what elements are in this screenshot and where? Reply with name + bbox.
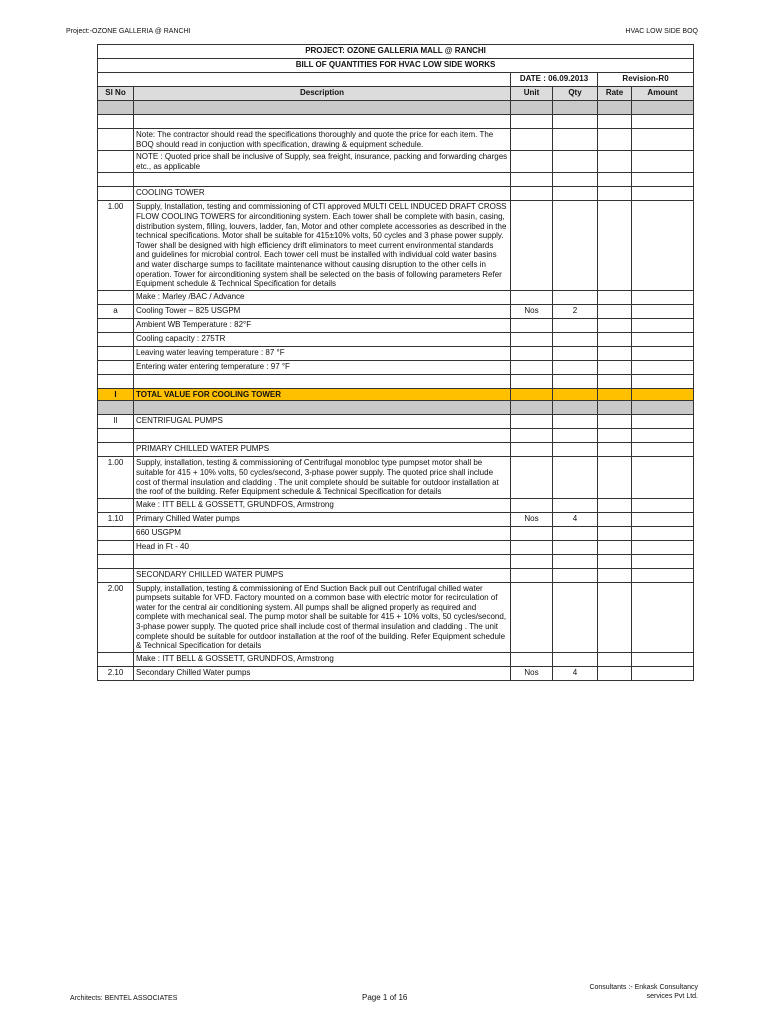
cell-description: Head in Ft - 40 — [134, 540, 511, 554]
cell-unit — [511, 457, 553, 498]
cell-amount — [632, 540, 694, 554]
table-row — [98, 187, 694, 201]
cell-description: Make : ITT BELL & GOSSETT, GRUNDFOS, Armstrong — [134, 652, 511, 666]
col-slno: Sl No — [98, 87, 134, 101]
cell-amount — [632, 666, 694, 680]
cell-description: NOTE : Quoted price shall be inclusive of Supply, sea freight, insurance, packing and forwarding charges etc., as applicable — [134, 151, 511, 173]
cell-slno — [98, 101, 134, 115]
cell-slno — [98, 290, 134, 304]
cell-description: Make : Marley /BAC / Advance — [134, 290, 511, 304]
cell-qty — [553, 388, 598, 401]
cell-amount — [632, 151, 694, 173]
cell-rate — [598, 401, 632, 415]
table-row — [98, 526, 694, 540]
table-row — [98, 374, 694, 388]
table-row — [98, 101, 694, 115]
cell-qty — [553, 318, 598, 332]
cell-qty — [553, 151, 598, 173]
cell-amount — [632, 129, 694, 151]
cell-amount — [632, 304, 694, 318]
cell-slno — [98, 318, 134, 332]
table-row — [98, 443, 694, 457]
cell-description: SECONDARY CHILLED WATER PUMPS — [134, 568, 511, 582]
cell-description: Entering water entering temperature : 97 °F — [134, 360, 511, 374]
cell-amount — [632, 512, 694, 526]
cell-qty — [553, 526, 598, 540]
header-project: Project:-OZONE GALLERIA @ RANCHI — [66, 28, 191, 35]
cell-rate — [598, 129, 632, 151]
cell-slno: 1.10 — [98, 512, 134, 526]
cell-amount — [632, 429, 694, 443]
cell-amount — [632, 401, 694, 415]
cell-rate — [598, 332, 632, 346]
cell-unit — [511, 187, 553, 201]
cell-rate — [598, 526, 632, 540]
cell-amount — [632, 374, 694, 388]
cell-slno: 2.10 — [98, 666, 134, 680]
cell-description: Make : ITT BELL & GOSSETT, GRUNDFOS, Armstrong — [134, 498, 511, 512]
cell-unit — [511, 401, 553, 415]
cell-slno — [98, 429, 134, 443]
cell-description: COOLING TOWER — [134, 187, 511, 201]
table-row — [98, 332, 694, 346]
project-title: PROJECT: OZONE GALLERIA MALL @ RANCHI — [98, 45, 694, 59]
boq-title: BILL OF QUANTITIES FOR HVAC LOW SIDE WORKS — [98, 59, 694, 73]
table-row — [98, 304, 694, 318]
cell-description: Primary Chilled Water pumps — [134, 512, 511, 526]
header-doc-title: HVAC LOW SIDE BOQ — [625, 28, 698, 35]
footer-architects: Architects: BENTEL ASSOCIATES — [70, 995, 178, 1002]
table-row — [98, 290, 694, 304]
cell-unit — [511, 151, 553, 173]
cell-qty — [553, 498, 598, 512]
cell-qty — [553, 443, 598, 457]
cell-description — [134, 173, 511, 187]
cell-slno — [98, 568, 134, 582]
cell-description: Supply, installation, testing & commissioning of End Suction Back pull out Centrifugal chilled water pumpsets suitable for VFD. Factory mounted on a common base with electric motor for recirculation of water for the central air conditioning system. All pumps shall be aligned properly as required and complete with mechanical seal. The pump motor shall be suitable for 415 + 10% volts, 50 cycles/second, 3-phase power supply. The quoted price shall include cost of thermal insulation and cladding . The unit complete should be suitable for outdoor installation at the roof of the building. Refer Equipment schedule & Technical Specification for details — [134, 582, 511, 652]
revision-cell: Revision-R0 — [598, 73, 694, 87]
cell-rate — [598, 540, 632, 554]
col-description: Description — [134, 87, 511, 101]
col-amount: Amount — [632, 87, 694, 101]
cell-amount — [632, 388, 694, 401]
cell-unit — [511, 173, 553, 187]
cell-unit — [511, 652, 553, 666]
cell-description: Secondary Chilled Water pumps — [134, 666, 511, 680]
cell-rate — [598, 652, 632, 666]
cell-qty: 2 — [553, 304, 598, 318]
cell-slno — [98, 332, 134, 346]
cell-qty — [553, 201, 598, 290]
cell-description: Note: The contractor should read the specifications thoroughly and quote the price for each item. The BOQ should read in conjuction with specification, drawing & equipment schedule. — [134, 129, 511, 151]
cell-unit — [511, 388, 553, 401]
cell-amount — [632, 115, 694, 129]
table-row — [98, 652, 694, 666]
col-rate: Rate — [598, 87, 632, 101]
cell-unit — [511, 429, 553, 443]
cell-unit — [511, 443, 553, 457]
cell-amount — [632, 101, 694, 115]
table-row — [98, 318, 694, 332]
cell-amount — [632, 457, 694, 498]
cell-qty — [553, 457, 598, 498]
col-unit: Unit — [511, 87, 553, 101]
cell-amount — [632, 415, 694, 429]
table-row — [98, 346, 694, 360]
cell-slno — [98, 652, 134, 666]
cell-description — [134, 554, 511, 568]
cell-rate — [598, 360, 632, 374]
cell-unit — [511, 374, 553, 388]
cell-qty — [553, 360, 598, 374]
cell-slno — [98, 374, 134, 388]
cell-rate — [598, 115, 632, 129]
cell-description: TOTAL VALUE FOR COOLING TOWER — [134, 388, 511, 401]
table-row — [98, 568, 694, 582]
cell-description: Leaving water leaving temperature : 87 °F — [134, 346, 511, 360]
cell-description: PRIMARY CHILLED WATER PUMPS — [134, 443, 511, 457]
cell-amount — [632, 173, 694, 187]
cell-slno: a — [98, 304, 134, 318]
cell-qty — [553, 401, 598, 415]
table-row — [98, 360, 694, 374]
cell-qty — [553, 652, 598, 666]
cell-description: Cooling Tower – 825 USGPM — [134, 304, 511, 318]
cell-unit — [511, 101, 553, 115]
cell-rate — [598, 554, 632, 568]
cell-slno — [98, 129, 134, 151]
cell-slno — [98, 401, 134, 415]
cell-description: 660 USGPM — [134, 526, 511, 540]
cell-unit — [511, 332, 553, 346]
table-row — [98, 201, 694, 290]
table-row — [98, 512, 694, 526]
cell-rate — [598, 457, 632, 498]
footer-consultants — [589, 983, 698, 1002]
cell-amount — [632, 187, 694, 201]
table-row — [98, 151, 694, 173]
cell-unit — [511, 290, 553, 304]
cell-qty — [553, 415, 598, 429]
cell-slno — [98, 554, 134, 568]
cell-slno — [98, 173, 134, 187]
cell-description: Ambient WB Temperature : 82°F — [134, 318, 511, 332]
cell-unit — [511, 582, 553, 652]
cell-unit: Nos — [511, 666, 553, 680]
cell-qty — [553, 115, 598, 129]
cell-qty: 4 — [553, 512, 598, 526]
cell-qty — [553, 554, 598, 568]
cell-description: Cooling capacity : 275TR — [134, 332, 511, 346]
table-row — [98, 115, 694, 129]
cell-slno: 2.00 — [98, 582, 134, 652]
cell-description: Supply, installation, testing & commissioning of Centrifugal monobloc type pumpset motor shall be suitable for 415 + 10% volts, 50 cycles/second, 3-phase power supply. The quoted price shall include cost of thermal insulation and cladding . The unit complete should be suitable for outdoor installation at the roof of the building. Refer Equipment schedule & Technical Specification for details — [134, 457, 511, 498]
cell-rate — [598, 304, 632, 318]
cell-unit — [511, 115, 553, 129]
footer-consultants-line2: services Pvt Ltd. — [646, 993, 698, 1001]
cell-unit — [511, 568, 553, 582]
cell-unit: Nos — [511, 512, 553, 526]
cell-qty — [553, 346, 598, 360]
cell-unit: Nos — [511, 304, 553, 318]
cell-slno — [98, 498, 134, 512]
cell-slno — [98, 540, 134, 554]
cell-slno: II — [98, 415, 134, 429]
cell-rate — [598, 101, 632, 115]
cell-unit — [511, 415, 553, 429]
cell-rate — [598, 318, 632, 332]
cell-slno: 1.00 — [98, 457, 134, 498]
table-row — [98, 498, 694, 512]
cell-rate — [598, 415, 632, 429]
cell-qty — [553, 568, 598, 582]
cell-description — [134, 101, 511, 115]
cell-qty — [553, 332, 598, 346]
cell-amount — [632, 498, 694, 512]
cell-amount — [632, 290, 694, 304]
cell-slno — [98, 443, 134, 457]
cell-rate — [598, 568, 632, 582]
cell-description — [134, 429, 511, 443]
table-row — [98, 457, 694, 498]
table-row — [98, 173, 694, 187]
cell-slno — [98, 115, 134, 129]
total-row — [98, 388, 694, 401]
cell-qty: 4 — [553, 666, 598, 680]
cell-unit — [511, 526, 553, 540]
cell-amount — [632, 582, 694, 652]
cell-unit — [511, 346, 553, 360]
cell-unit — [511, 554, 553, 568]
table-row — [98, 415, 694, 429]
cell-qty — [553, 101, 598, 115]
cell-amount — [632, 360, 694, 374]
cell-qty — [553, 290, 598, 304]
cell-description: Supply, Installation, testing and commissioning of CTI approved MULTI CELL INDUCED DRAFT CROSS FLOW COOLING TOWERS for airconditioning system. Each tower shall be complete with basin, casing, distribution system, filling, louvers, ladder, fan, Motor and other complete accessories as described in the technical specifications. Motor shall be suitable for 415±10% volts, 50 cycles and 3 phase power supply. Tower shall be designed with high efficiency drift eliminators to meet current environmental standards and guidelines for microbial control. Each tower cell must be installed with individual cold water basins and water discharge sumps to facilitate maintenance without causing disruption to the other cells in operation. Tower for airconditioning system shall be selected on the basis of following parameters Refer Equipment schedule & Technical Specification for details — [134, 201, 511, 290]
cell-rate — [598, 187, 632, 201]
cell-rate — [598, 666, 632, 680]
cell-description — [134, 374, 511, 388]
cell-amount — [632, 443, 694, 457]
cell-amount — [632, 652, 694, 666]
cell-qty — [553, 374, 598, 388]
cell-rate — [598, 429, 632, 443]
cell-unit — [511, 540, 553, 554]
banner-spacer — [98, 73, 511, 87]
table-row — [98, 129, 694, 151]
table-row — [98, 429, 694, 443]
cell-rate — [598, 512, 632, 526]
cell-rate — [598, 374, 632, 388]
footer-consultants-line1: Consultants :- Enkask Consultancy — [589, 984, 698, 991]
cell-unit — [511, 201, 553, 290]
cell-rate — [598, 443, 632, 457]
cell-amount — [632, 346, 694, 360]
cell-qty — [553, 540, 598, 554]
cell-description: CENTRIFUGAL PUMPS — [134, 415, 511, 429]
cell-amount — [632, 554, 694, 568]
cell-rate — [598, 173, 632, 187]
table-row — [98, 540, 694, 554]
table-row — [98, 582, 694, 652]
cell-rate — [598, 201, 632, 290]
cell-description — [134, 115, 511, 129]
date-cell: DATE : 06.09.2013 — [511, 73, 598, 87]
cell-rate — [598, 290, 632, 304]
table-row — [98, 401, 694, 415]
cell-rate — [598, 582, 632, 652]
cell-unit — [511, 318, 553, 332]
cell-amount — [632, 318, 694, 332]
cell-qty — [553, 129, 598, 151]
cell-amount — [632, 568, 694, 582]
cell-unit — [511, 129, 553, 151]
cell-unit — [511, 498, 553, 512]
cell-rate — [598, 498, 632, 512]
cell-qty — [553, 187, 598, 201]
table-row — [98, 666, 694, 680]
cell-slno — [98, 187, 134, 201]
cell-rate — [598, 151, 632, 173]
cell-qty — [553, 582, 598, 652]
cell-slno — [98, 151, 134, 173]
cell-slno — [98, 346, 134, 360]
cell-slno — [98, 526, 134, 540]
cell-slno — [98, 360, 134, 374]
cell-rate — [598, 388, 632, 401]
column-header-row — [98, 87, 694, 101]
cell-slno: 1.00 — [98, 201, 134, 290]
cell-qty — [553, 173, 598, 187]
cell-qty — [553, 429, 598, 443]
footer-page-number: Page 1 of 16 — [362, 993, 408, 1002]
table-row — [98, 554, 694, 568]
cell-slno: I — [98, 388, 134, 401]
cell-amount — [632, 201, 694, 290]
cell-amount — [632, 332, 694, 346]
boq-table — [97, 44, 694, 681]
cell-description — [134, 401, 511, 415]
cell-unit — [511, 360, 553, 374]
cell-amount — [632, 526, 694, 540]
cell-rate — [598, 346, 632, 360]
col-qty: Qty — [553, 87, 598, 101]
